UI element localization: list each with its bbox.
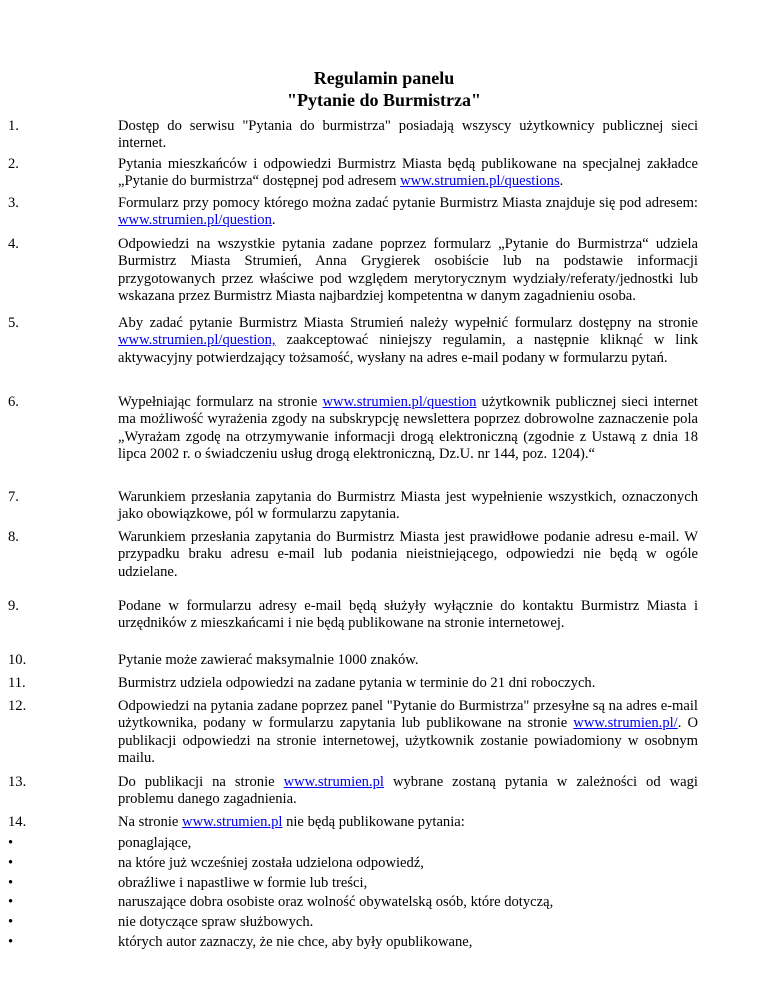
rule-number: 12.: [8, 698, 27, 714]
rule-number: 6.: [8, 394, 19, 410]
rule-item: [8, 118, 698, 153]
rule-text-segment: Wypełniając formularz na stronie: [118, 394, 323, 410]
document-title-line-2: "Pytanie do Burmistrza": [287, 90, 481, 110]
rule-number: 3.: [8, 195, 19, 211]
rule-number: 9.: [8, 598, 19, 614]
rule-number: 11.: [8, 675, 26, 691]
rule-number: 8.: [8, 529, 19, 545]
url-link[interactable]: www.strumien.pl: [182, 814, 283, 830]
url-link[interactable]: www.strumien.pl/questions: [400, 173, 560, 190]
rule-text-segment: Odpowiedzi na pytania zadane poprzez panel "Pytanie do Burmistrza" przesyłne są na adres e-mail użytkownika, podany w formularzu zapytania lub publikowane na stronie: [118, 698, 698, 732]
list-item: [8, 933, 698, 953]
rule-item: [8, 652, 698, 669]
rule-text-segment: Pytania mieszkańców i odpowiedzi Burmistrz Miasta będą publikowane na specjalnej zakładce „Pytanie do burmistrza“ dostępnej pod adresem: [118, 156, 698, 190]
rule-item: [8, 195, 698, 230]
list-item: [8, 913, 698, 933]
rule-item: [8, 315, 698, 367]
rule-text-segment: Pytanie może zawierać maksymalnie 1000 znaków.: [118, 652, 419, 668]
list-item-text: naruszające dobra osobiste oraz wolność obywatelską osób, które dotyczą,: [118, 894, 554, 911]
rule-text-segment: Warunkiem przesłania zapytania do Burmistrz Miasta jest wypełnienie wszystkich, oznaczonych jako obowiązkowe, pól w formularzu zapytania.: [118, 489, 698, 523]
list-item-text: nie dotyczące spraw służbowych.: [118, 914, 314, 931]
rule-item: [8, 156, 698, 191]
rule-text-segment: Podane w formularzu adresy e-mail będą służyły wyłącznie do kontaktu Burmistrz Miasta i urzędników z mieszkańcami i nie będą publikowane na stronie internetowej.: [118, 598, 698, 632]
rule-number: 13.: [8, 774, 27, 790]
document-title-line-1: Regulamin panelu: [313, 68, 455, 88]
rule-text-segment: Aby zadać pytanie Burmistrz Miasta Strumień należy wypełnić formularz dostępny na stronie: [118, 315, 698, 331]
url-link[interactable]: www.strumien.pl/: [573, 715, 678, 732]
rule-text-segment: Na stronie: [118, 814, 183, 830]
bullet-icon: •: [8, 933, 14, 950]
rule-text: [118, 598, 698, 633]
rule-text-segment: zaakceptować niniejszy regulamin, a następnie kliknąć w link aktywacyjny potwierdzający tożsamość, wysłany na adres e-mail podany w formularzu pytań.: [118, 332, 698, 366]
list-item-text: ponaglające,: [118, 835, 192, 851]
rule-item: [8, 814, 698, 831]
rule-text: [118, 529, 698, 581]
bullet-icon: •: [8, 854, 14, 871]
rule-item: [8, 529, 698, 581]
rule-text-segment: .: [559, 173, 564, 190]
rule-text-segment: użytkownik publicznej sieci internet ma możliwość wyrażenia zgody na subskrypcję newslettera poprzez dobrowolne zaznaczenie pola „Wyrażam zgodę na otrzymywanie informacji drogą elektroniczną (zgodnie z Ustawą z dnia 18 lipca 2002 r. o świadczeniu usług drogą elektroniczną, Dz.U. nr 144, poz. 1204).“: [118, 394, 698, 463]
rule-text: [118, 698, 698, 768]
rule-item: [8, 489, 698, 524]
rule-item: [8, 698, 698, 768]
bullet-icon: •: [8, 894, 14, 911]
url-link[interactable]: www.strumien.pl/question,: [118, 332, 276, 349]
bullet-icon: •: [8, 835, 14, 851]
url-link[interactable]: www.strumien.pl/question: [118, 212, 272, 229]
rule-text: [118, 394, 698, 464]
list-item: [8, 893, 698, 913]
excluded-questions-list: [8, 834, 698, 953]
rule-text-segment: Do publikacji na stronie: [118, 774, 284, 790]
rule-text-segment: wybrane zostaną pytania w zależności od wagi problemu danego zagadnienia.: [118, 774, 698, 808]
list-item-text: obraźliwe i napastliwe w formie lub treści,: [118, 874, 368, 891]
rule-text-segment: nie będą publikowane pytania:: [282, 814, 465, 830]
rule-text-segment: Warunkiem przesłania zapytania do Burmistrz Miasta jest prawidłowe podanie adresu e-mail. W przypadku braku adresu e-mail lub podania nieistniejącego, odpowiedzi nie będą w ogóle udzielane.: [118, 529, 698, 580]
rule-number: 2.: [8, 156, 19, 172]
bullet-icon: •: [8, 874, 14, 891]
rule-text: [118, 814, 698, 831]
rule-number: 14.: [8, 814, 27, 830]
rule-text-segment: Formularz przy pomocy którego można zadać pytanie Burmistrz Miasta znajduje się pod adresem:: [118, 195, 698, 211]
rule-text: [118, 195, 698, 230]
rule-text: [118, 118, 698, 153]
list-item: [8, 854, 698, 874]
rule-text: [118, 156, 698, 191]
list-item: [8, 874, 698, 894]
bullet-icon: •: [8, 914, 14, 931]
rule-text-segment: Odpowiedzi na wszystkie pytania zadane poprzez formularz „Pytanie do Burmistrza“ udziela Burmistrz Miasta Strumień, Anna Grygierek osobiście lub na podstawie informacji przygotowanych przez właściwe pod względem merytorycznym wydziały/referaty/jednostki lub wskazana przez Burmistrz Miasta najbardziej kompetentna w danym zagadnieniu osoba.: [118, 236, 698, 305]
url-link[interactable]: www.strumien.pl: [283, 774, 384, 790]
rule-number: 7.: [8, 489, 19, 505]
rule-number: 10.: [8, 652, 27, 668]
rule-item: [8, 675, 698, 692]
rule-text-segment: . O publikacji odpowiedzi na stronie internetowej, użytkownik zostanie powiadomiony w osobnym mailu.: [118, 715, 698, 767]
rule-text: [118, 489, 698, 524]
rule-text-segment: Dostęp do serwisu "Pytania do burmistrza" posiadają wszyscy użytkownicy publicznej sieci internet.: [118, 118, 698, 152]
list-item-text: których autor zaznaczy, że nie chce, aby były opublikowane,: [118, 933, 473, 950]
rule-text: [118, 774, 698, 809]
url-link[interactable]: www.strumien.pl/question: [322, 394, 477, 410]
rule-item: [8, 598, 698, 633]
list-item-text: na które już wcześniej została udzielona odpowiedź,: [118, 854, 424, 871]
rule-number: 1.: [8, 118, 19, 134]
rule-text-segment: Burmistrz udziela odpowiedzi na zadane pytania w terminie do 21 dni roboczych.: [118, 675, 596, 691]
rule-text: [118, 675, 698, 692]
rule-item: [8, 394, 698, 464]
rule-number: 5.: [8, 315, 19, 331]
rule-number: 4.: [8, 236, 19, 252]
rule-text: [118, 236, 698, 306]
rule-item: [8, 774, 698, 809]
rule-text-segment: .: [271, 212, 276, 229]
rule-text: [118, 652, 698, 669]
rule-text: [118, 315, 698, 367]
rule-item: [8, 236, 698, 306]
list-item: [8, 834, 698, 854]
